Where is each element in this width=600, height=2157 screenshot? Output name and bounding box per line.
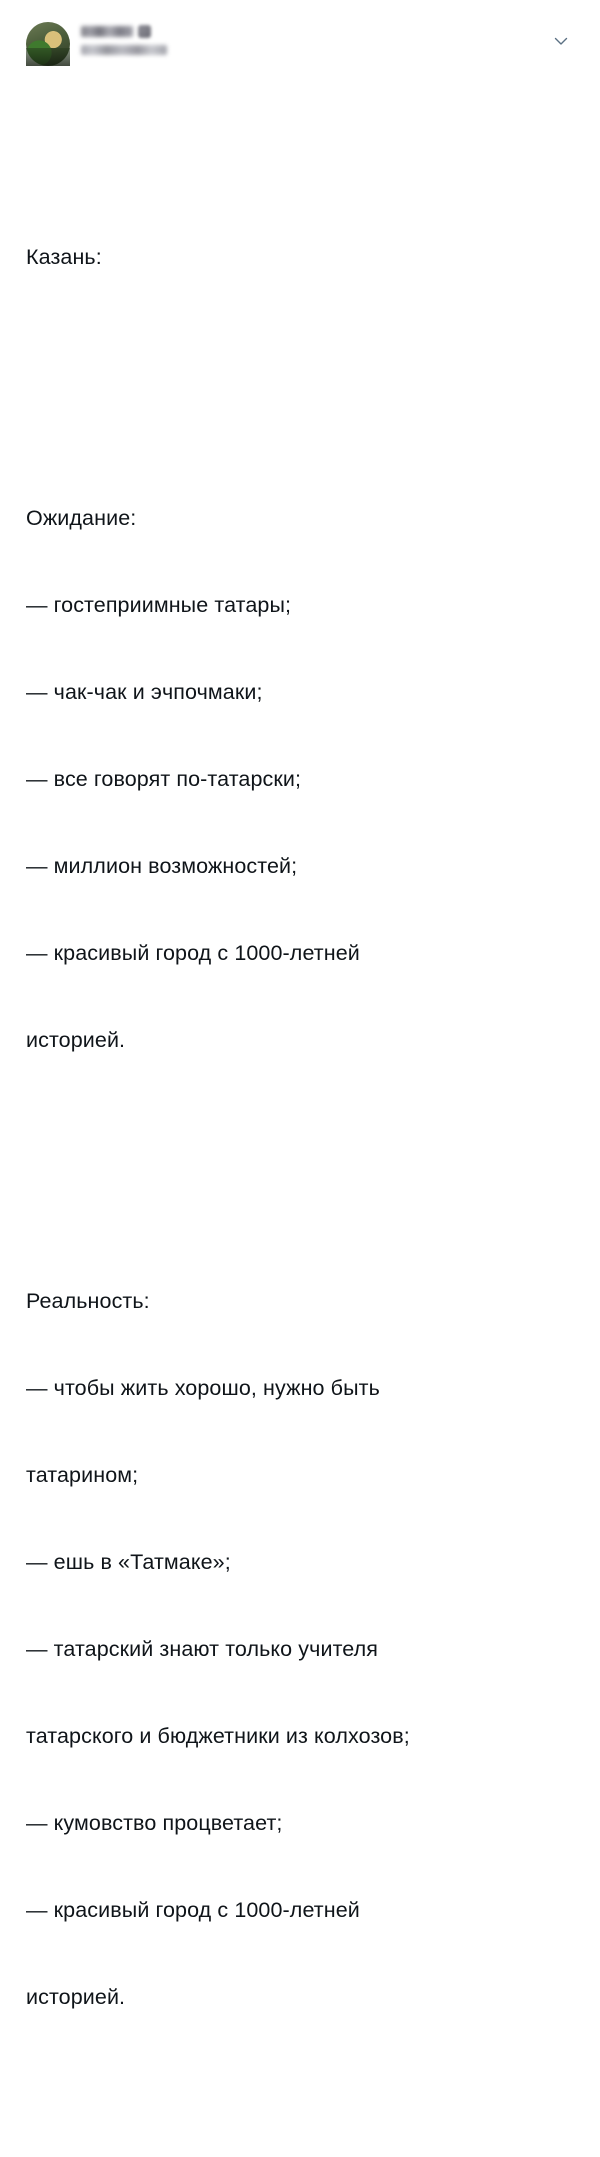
tweet-line: — чак-чак и эчпочмаки;: [26, 680, 263, 704]
tweet-line: — кумовство процветает;: [26, 1811, 283, 1835]
tweet-line: Реальность:: [26, 1289, 150, 1313]
tweet-line: — чтобы жить хорошо, нужно быть: [26, 1376, 380, 1400]
tweet-line: татарином;: [26, 1463, 139, 1487]
tweet-paragraph: [26, 446, 574, 1113]
tweet-line: историей.: [26, 1028, 126, 1052]
tweet-line: татарского и бюджетники из колхозов;: [26, 1724, 410, 1748]
tweet-line: — все говорят по-татарски;: [26, 767, 302, 791]
tweet-paragraph: [26, 185, 574, 330]
verified-badge-icon: [138, 25, 151, 38]
tweet-line: — гостеприимные татары;: [26, 593, 292, 617]
tweet-line: — красивый город с 1000-летней: [26, 941, 360, 965]
tweet-line: — ешь в «Татмаке»;: [26, 1550, 231, 1574]
tweet-line: Казань:: [26, 245, 102, 269]
tweet-line: — татарский знают только учителя: [26, 1637, 379, 1661]
tweet-paragraph: [26, 1229, 574, 2070]
avatar[interactable]: [26, 22, 70, 66]
tweet-line: историей.: [26, 1985, 126, 2009]
tweet-text: [26, 98, 574, 2157]
handle-redacted: [81, 45, 167, 55]
chevron-down-icon[interactable]: [548, 28, 574, 54]
display-name-row: [81, 25, 548, 38]
tweet-line: Ожидание:: [26, 506, 137, 530]
tweet-line: — миллион возможностей;: [26, 854, 298, 878]
tweet-header: [26, 22, 574, 80]
display-name-redacted: [81, 26, 133, 37]
tweet-line: — красивый город с 1000-летней: [26, 1898, 360, 1922]
author-name-block: [81, 22, 548, 60]
